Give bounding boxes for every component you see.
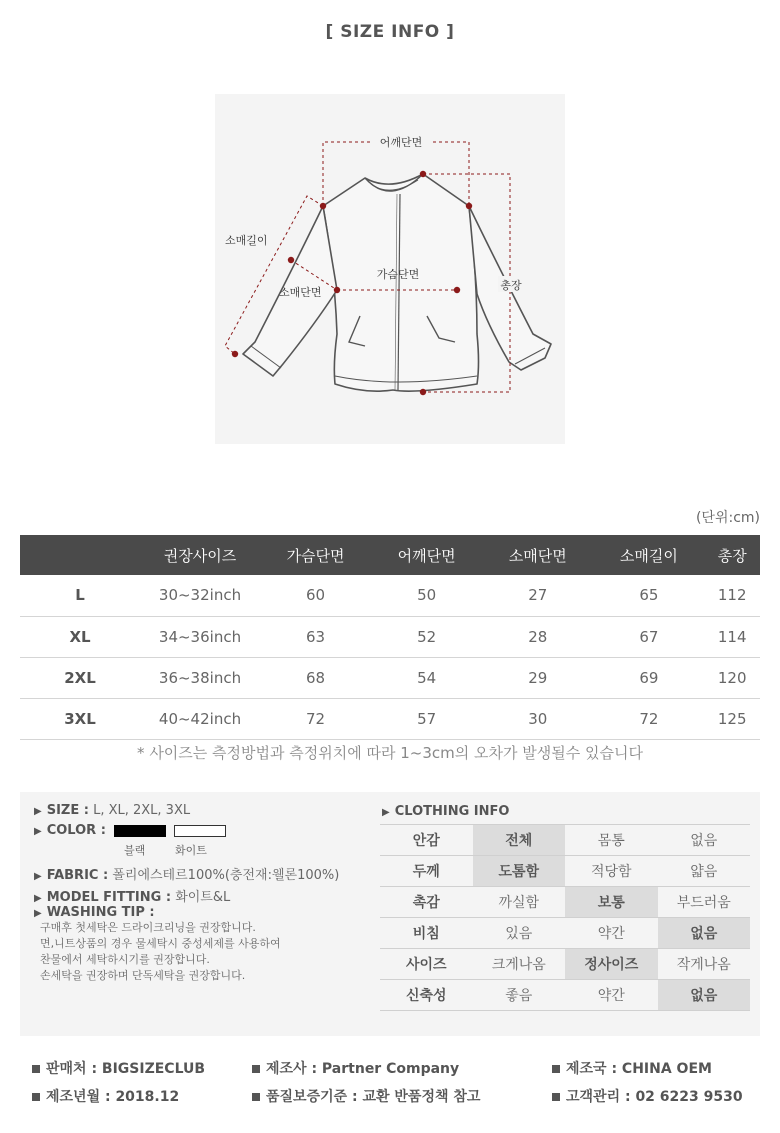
shoulder-label: 어깨단면 bbox=[379, 136, 423, 149]
clothing-info-option-selected: 전체 bbox=[473, 825, 566, 856]
table-cell: 27 bbox=[482, 575, 593, 616]
color-swatch-white bbox=[174, 825, 226, 837]
table-cell: 67 bbox=[593, 616, 704, 657]
table-cell: 72 bbox=[260, 698, 371, 739]
spec-key: MODEL FITTING : bbox=[46, 890, 172, 905]
triangle-bullet-icon: ▶ bbox=[34, 893, 42, 904]
footer-date bbox=[32, 1086, 179, 1106]
header-cell: 소매길이 bbox=[619, 546, 678, 565]
clothing-info-row bbox=[380, 918, 750, 949]
clothing-info-row bbox=[380, 980, 750, 1011]
clothing-info-option: 얇음 bbox=[658, 856, 751, 887]
footer-warranty bbox=[252, 1086, 480, 1106]
clothing-info-option: 적당함 bbox=[565, 856, 658, 887]
header-cell: 소매단면 bbox=[508, 546, 567, 565]
spec-fabric bbox=[34, 864, 339, 883]
header-cell: 가슴단면 bbox=[286, 546, 345, 565]
clothing-info-option: 있음 bbox=[473, 918, 566, 949]
clothing-info-attr: 안감 bbox=[380, 825, 473, 856]
table-cell: 54 bbox=[371, 657, 482, 698]
table-cell: 30~32inch bbox=[140, 575, 260, 616]
clothing-info-row bbox=[380, 887, 750, 918]
sleeve-width-label: 소매단면 bbox=[279, 286, 322, 299]
clothing-info-option: 좋음 bbox=[473, 980, 566, 1011]
table-cell: 40~42inch bbox=[140, 698, 260, 739]
clothing-info-title bbox=[382, 804, 509, 819]
total-length-label: 총장 bbox=[500, 279, 522, 292]
table-cell: 120 bbox=[704, 657, 760, 698]
size-note: * 사이즈는 측정방법과 측정위치에 따라 1~3cm의 오차가 발생될수 있습니다 bbox=[137, 744, 643, 762]
header-cell: 어깨단면 bbox=[397, 546, 456, 565]
table-cell: 36~38inch bbox=[140, 657, 260, 698]
page-title: [ SIZE INFO ] bbox=[325, 22, 455, 42]
clothing-info-option: 까실함 bbox=[473, 887, 566, 918]
table-cell: 52 bbox=[371, 616, 482, 657]
table-cell: 68 bbox=[260, 657, 371, 698]
spec-value: L, XL, 2XL, 3XL bbox=[93, 803, 191, 818]
spec-value: 화이트&L bbox=[175, 890, 231, 905]
footer-manufacturer bbox=[252, 1058, 459, 1078]
footer-text: 고객관리 : 02 6223 9530 bbox=[566, 1089, 743, 1105]
clothing-info-option: 몸통 bbox=[565, 825, 658, 856]
clothing-info-option-selected: 보통 bbox=[565, 887, 658, 918]
color-name-white: 화이트 bbox=[175, 844, 207, 857]
clothing-info-option-selected: 도톰함 bbox=[473, 856, 566, 887]
table-cell: 114 bbox=[704, 616, 760, 657]
washing-line: 손세탁을 권장하며 단독세탁을 권장합니다. bbox=[40, 969, 246, 982]
clothing-info-attr: 두께 bbox=[380, 856, 473, 887]
clothing-info-row bbox=[380, 825, 750, 856]
clothing-info-table bbox=[380, 824, 750, 1011]
triangle-bullet-icon: ▶ bbox=[34, 908, 42, 919]
clothing-info-attr: 사이즈 bbox=[380, 949, 473, 980]
jacket-diagram bbox=[215, 94, 565, 444]
spec-key: FABRIC : bbox=[46, 868, 109, 883]
color-name-black: 블랙 bbox=[124, 844, 146, 857]
table-cell: 34~36inch bbox=[140, 616, 260, 657]
color-swatch-black bbox=[114, 825, 166, 837]
square-bullet-icon bbox=[252, 1065, 260, 1073]
triangle-bullet-icon: ▶ bbox=[34, 826, 42, 837]
clothing-info-option: 없음 bbox=[658, 825, 751, 856]
square-bullet-icon bbox=[252, 1093, 260, 1101]
square-bullet-icon bbox=[32, 1065, 40, 1073]
clothing-info-option: 부드러움 bbox=[658, 887, 751, 918]
table-cell: 28 bbox=[482, 616, 593, 657]
unit-label: (단위:cm) bbox=[695, 510, 760, 526]
table-row bbox=[20, 657, 760, 698]
table-cell: 112 bbox=[704, 575, 760, 616]
spec-model bbox=[34, 886, 230, 905]
square-bullet-icon bbox=[552, 1093, 560, 1101]
table-cell: 29 bbox=[482, 657, 593, 698]
triangle-bullet-icon: ▶ bbox=[34, 806, 42, 817]
washing-line: 찬물에서 세탁하시기를 권장합니다. bbox=[40, 953, 210, 966]
spec-key: SIZE : bbox=[46, 803, 89, 818]
footer-seller bbox=[32, 1058, 205, 1078]
table-cell: 69 bbox=[593, 657, 704, 698]
spec-size bbox=[34, 803, 190, 818]
footer-text: 품질보증기준 : 교환 반품정책 참고 bbox=[266, 1089, 481, 1105]
table-cell: 30 bbox=[482, 698, 593, 739]
washing-line: 면,니트상품의 경우 물세탁시 중성세제를 사용하여 bbox=[40, 937, 281, 950]
table-cell: 60 bbox=[260, 575, 371, 616]
clothing-info-attr: 신축성 bbox=[380, 980, 473, 1011]
product-info-box bbox=[20, 792, 760, 1036]
table-cell: 63 bbox=[260, 616, 371, 657]
size-cell: 2XL bbox=[20, 657, 140, 698]
clothing-info-option-selected: 정사이즈 bbox=[565, 949, 658, 980]
jacket-illustration bbox=[215, 94, 565, 444]
size-cell: XL bbox=[20, 616, 140, 657]
size-cell: 3XL bbox=[20, 698, 140, 739]
spec-color bbox=[34, 823, 226, 838]
table-cell: 125 bbox=[704, 698, 760, 739]
square-bullet-icon bbox=[32, 1093, 40, 1101]
header-cell bbox=[20, 535, 140, 575]
clothing-info-option: 약간 bbox=[565, 980, 658, 1011]
clothing-info-option: 약간 bbox=[565, 918, 658, 949]
header-cell: 권장사이즈 bbox=[163, 546, 237, 565]
clothing-info-heading: CLOTHING INFO bbox=[394, 804, 510, 819]
clothing-info-option: 크게나옴 bbox=[473, 949, 566, 980]
footer-text: 제조국 : CHINA OEM bbox=[566, 1061, 712, 1077]
clothing-info-attr: 비침 bbox=[380, 918, 473, 949]
table-row bbox=[20, 616, 760, 657]
footer-text: 제조년월 : 2018.12 bbox=[46, 1089, 180, 1105]
clothing-info-row bbox=[380, 949, 750, 980]
table-row bbox=[20, 575, 760, 616]
table-cell: 65 bbox=[593, 575, 704, 616]
footer-text: 제조사 : Partner Company bbox=[266, 1061, 460, 1077]
sleeve-length-label: 소매길이 bbox=[225, 234, 268, 247]
table-row bbox=[20, 698, 760, 739]
clothing-info-option: 작게나옴 bbox=[658, 949, 751, 980]
table-cell: 72 bbox=[593, 698, 704, 739]
table-cell: 50 bbox=[371, 575, 482, 616]
table-cell: 57 bbox=[371, 698, 482, 739]
size-table bbox=[20, 535, 760, 740]
clothing-info-option-selected: 없음 bbox=[658, 980, 751, 1011]
size-table-header bbox=[20, 535, 760, 575]
clothing-info-attr: 촉감 bbox=[380, 887, 473, 918]
spec-value: 폴리에스테르100%(충전재:웰론100%) bbox=[112, 868, 340, 883]
spec-washing bbox=[34, 905, 155, 920]
spec-key: WASHING TIP : bbox=[46, 905, 155, 920]
clothing-info-option-selected: 없음 bbox=[658, 918, 751, 949]
washing-line: 구매후 첫세탁은 드라이크리닝을 권장합니다. bbox=[40, 921, 256, 934]
spec-key: COLOR : bbox=[46, 823, 106, 838]
header-cell: 총장 bbox=[717, 546, 747, 565]
footer-country bbox=[552, 1058, 712, 1078]
square-bullet-icon bbox=[552, 1065, 560, 1073]
clothing-info-row bbox=[380, 856, 750, 887]
washing-tips bbox=[40, 920, 281, 984]
chest-label: 가슴단면 bbox=[376, 268, 420, 281]
footer-text: 판매처 : BIGSIZECLUB bbox=[46, 1061, 206, 1077]
size-cell: L bbox=[20, 575, 140, 616]
triangle-bullet-icon: ▶ bbox=[382, 807, 390, 818]
triangle-bullet-icon: ▶ bbox=[34, 871, 42, 882]
footer-cs bbox=[552, 1086, 743, 1106]
